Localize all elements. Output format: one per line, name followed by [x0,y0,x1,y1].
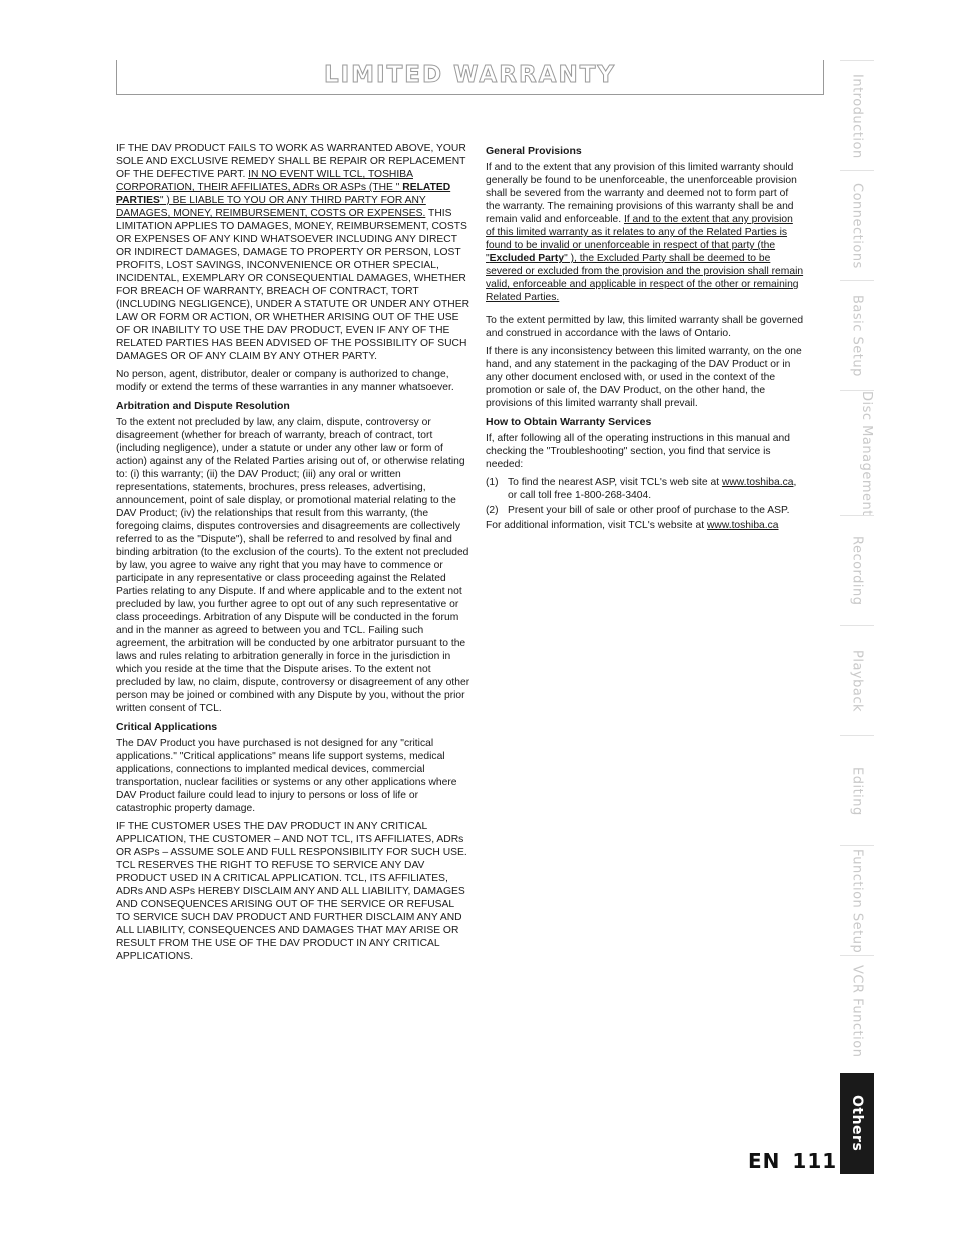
info-paragraph: For additional information, visit TCL's website at www.toshiba.ca [486,520,779,531]
service-steps [486,476,804,517]
related-parties-term: RELATED PARTIES [116,182,451,206]
arbitration-heading: Arbitration and Dispute Resolution [116,400,290,412]
law-paragraph: To the extent permitted by law, this limited warranty shall be governed and construed in accordance with the laws of Ontario. [486,315,804,339]
service-step: (2) Present your bill of sale or other proof of purchase to the ASP. [486,505,790,516]
authorization-paragraph: No person, agent, distributor, dealer or company is authorized to change, modify or extend the terms of these warranties in any manner whatsoever. [116,369,454,393]
tab-connections[interactable]: Connections [840,170,874,281]
liability-underlined: IN NO EVENT WILL TCL, TOSHIBA CORPORATION, THEIR AFFILIATES, ADRs OR ASPs (THE " RELATED PARTIES" ) BE LIABLE TO YOU OR ANY THIRD PARTY FOR ANY DAMAGES, MONEY, REIMBURSEMENT, COSTS OR EXPENSES. [116,169,451,219]
toshiba-website-link[interactable]: www.toshiba.ca [706,520,779,531]
tab-recording[interactable]: Recording [840,515,874,626]
general-underlined: If and to the extent that any provision of this limited warranty as it relates to any of the Related Parties is found to be invalid or unenforceable in respect of that party (the "Excluded Party" ), the Excluded Party shall be deemed to be severed or excluded from the provision and the provision shall remain valid, enforceable and applicable in respect of the other or remaining Related Parties. [486,214,804,303]
inconsistency-paragraph: If there is any inconsistency between this limited warranty, on the one hand, and any statement in the packaging of the DAV Product or in any other document enclosed with, or used in the context of the promotion or sale of, the DAV Product, on the other hand, the provisions of this limited warranty shall prevail. [486,346,802,409]
general-paragraph: If and to the extent that any provision of this limited warranty should generally be found to be unenforceable, the unenforceable provision shall be severed from the warranty and deemed not to form part of the warranty. The remaining provisions of this warranty shall be and remain valid and enforceable. If and to the extent that any provision of this limited warranty as it relates to any of the Related Parties is found to be invalid or unenforceable in respect of that party (the "Excluded Party" ), the Excluded Party shall be deemed to be severed or excluded from the provision and the provision shall remain valid, enforceable and applicable in respect of the other or remaining Related Parties. [486,162,804,303]
page-title: LIMITED WARRANTY [323,62,617,88]
page-number [748,1149,837,1173]
tab-vcr-function[interactable]: VCR Function [840,955,874,1066]
tab-basic-setup[interactable]: Basic Setup [840,280,874,391]
toshiba-link[interactable]: www.toshiba.ca [721,477,794,488]
tab-disc-management[interactable]: Disc Management [840,390,874,516]
general-heading: General Provisions [486,145,582,157]
liability-paragraph: IF THE DAV PRODUCT FAILS TO WORK AS WARRANTED ABOVE, YOUR SOLE AND EXCLUSIVE REMEDY SHALL BE REPAIR OR REPLACEMENT OF THE DEFECTIVE PART. IN NO EVENT WILL TCL, TOSHIBA CORPORATION, THEIR AFFILIATES, ADRs OR ASPs (THE " RELATED PARTIES" ) BE LIABLE TO YOU OR ANY THIRD PARTY FOR ANY DAMAGES, MONEY, REIMBURSEMENT, COSTS OR EXPENSES. THIS LIMITATION APPLIES TO DAMAGES, MONEY, REIMBURSEMENT, COSTS OR EXPENSES OF ANY KIND WHATSOEVER INCLUDING ANY DIRECT OR INDIRECT DAMAGES, DAMAGE TO PROPERTY OR PERSON, LOST PROFITS, LOST SAVINGS, INCONVENIENCE OR OTHER SPECIAL, INCIDENTAL, EXEMPLARY OR CONSEQUENTIAL DAMAGES, WHETHER FOR BREACH OF WARRANTY, BREACH OF CONTRACT, TORT (INCLUDING NEGLIGENCE), UNDER A STATUTE OR UNDER ANY OTHER LAW OR FORM OR ACTION, OR WHETHER ARISING OUT OF THE USE OF OR INABILITY TO USE THE DAV PRODUCT, EVEN IF ANY OF THE RELATED PARTIES HAS BEEN ADVISED OF THE POSSIBILITY OF SUCH DAMAGES OR OF ANY CLAIM BY ANY OTHER PARTY. [116,143,469,362]
service-paragraph: If, after following all of the operating instructions in this manual and checking the "Troubleshooting" section, you find that service is needed: [486,433,790,470]
tab-others[interactable]: Others [840,1073,874,1174]
service-step: (1) To find the nearest ASP, visit TCL's web site at www.toshiba.ca, or call toll free 1-800-268-3404. [486,477,797,501]
right-column [486,145,804,537]
excluded-party-term: Excluded Party [489,253,565,264]
critical-heading: Critical Applications [116,721,218,733]
service-heading: How to Obtain Warranty Services [486,416,652,428]
title-frame [116,60,824,95]
left-column [116,142,470,968]
critical-caps-paragraph: IF THE CUSTOMER USES THE DAV PRODUCT IN ANY CRITICAL APPLICATION, THE CUSTOMER – AND NOT TCL, ITS AFFILIATES, ADRs OR ASPs – ASSUME SOLE AND FULL RESPONSIBILITY FOR SUCH USE. TCL RESERVES THE RIGHT TO REFUSE TO SERVICE ANY DAV PRODUCT USED IN A CRITICAL APPLICATION. TCL, ITS AFFILIATES, ADRs AND ASPs HEREBY DISCLAIM ANY AND ALL LIABILITY, DAMAGES AND CONSEQUENCES ARISING OUT OF THE SERVICE OR REFUSAL TO SERVICE SUCH DAV PRODUCT AND FURTHER DISCLAIM ANY AND ALL LIABILITY, CONSEQUENCES AND DAMAGES THAT MAY ARISE OR RESULT FROM THE USE OF THE DAV PRODUCT IN ANY CRITICAL APPLICATIONS. [116,821,467,962]
language-code: EN [748,1149,781,1173]
tab-editing[interactable]: Editing [840,735,874,846]
page-number-value: 111 [792,1149,838,1173]
tab-function-setup[interactable]: Function Setup [840,845,874,956]
tab-playback[interactable]: Playback [840,625,874,736]
tab-introduction[interactable]: Introduction [840,60,874,171]
arbitration-paragraph: To the extent not precluded by law, any claim, dispute, controversy or disagreement (whether for breach of warranty, breach of contract, tort (including negligence), under a statute or under any other law or form of action) against any of the Related Parties arising out of, or otherwise relating to: (i) this warranty; (ii) the DAV Product; (iii) any oral or written representations, statements, brochures, press releases, advertising, announcement, point of sale display, or promotional material relating to the DAV Product; (iv) the relationships that result from this warranty, (the foregoing claims, disputes controversies and disagreements are collectively referred to as the "Dispute"), shall be referred to and resolved by final and binding arbitration (to the exclusion of the courts). To the extent not precluded by law, you agree to waive any right that you may have to commence or participate in any representative or class proceeding against the Related Parties relating to any Dispute. If and where applicable and to the extent not precluded by law, you further agree to opt out of any such representative or class proceedings. Arbitration of any Dispute will be conducted in the forum and in the manner as agreed to between you and TCL. Failing such agreement, the arbitration will be conducted by one arbitrator pursuant to the laws and rules relating to arbitration generally in force in the jurisdiction in which you reside at the time that the Dispute arises. To the extent not precluded by law, no claim, dispute, controversy or disagreement of any other person may be joined or combined with any Dispute by you, without the prior written consent of TCL. [116,417,470,714]
critical-paragraph: The DAV Product you have purchased is not designed for any "critical applications." "Critical applications" means life support systems, medical applications, connections to implanted medical devices, commercial transportation, nuclear facilities or systems or any other applications where DAV Product failure could lead to injury to persons or loss of life or catastrophic property damage. [116,738,457,814]
